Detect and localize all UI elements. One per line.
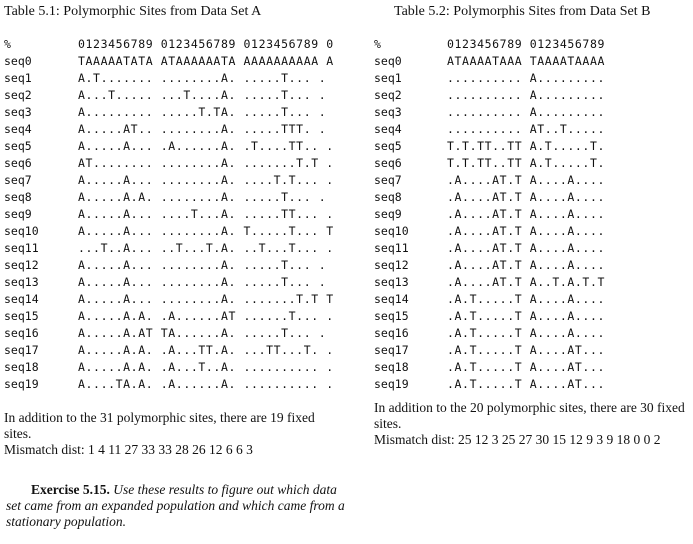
sequence-value: A.....A.AT TA......A. .....T... . xyxy=(78,326,327,340)
sequence-value: .......... AT..T..... xyxy=(447,122,605,136)
sequence-label: seq18 xyxy=(374,360,409,374)
sequence-value: .A.T.....T A....AT... xyxy=(447,360,605,374)
sequence-label: seq1 xyxy=(374,71,402,85)
sequence-row xyxy=(4,342,334,359)
sequence-label: seq8 xyxy=(374,190,402,204)
sequence-row xyxy=(374,36,605,53)
sequence-row xyxy=(374,240,605,257)
sequence-label: seq14 xyxy=(4,292,39,306)
sequence-value: .A....AT.T A....A.... xyxy=(447,241,605,255)
sequence-row xyxy=(4,206,334,223)
sequence-row xyxy=(374,257,605,274)
sequence-row xyxy=(374,104,605,121)
sequence-value: .A....AT.T A..T.A.T.T xyxy=(447,275,605,289)
sequence-row xyxy=(374,155,605,172)
sequence-value: .......... A......... xyxy=(447,88,605,102)
table-b-caption: Table 5.2: Polymorphis Sites from Data Set B xyxy=(394,4,651,19)
sequence-row xyxy=(4,155,334,172)
table-a-caption: Table 5.1: Polymorphic Sites from Data Set A xyxy=(4,4,262,19)
sequence-row xyxy=(4,223,334,240)
sequence-label: seq13 xyxy=(374,275,409,289)
sequence-row xyxy=(4,53,334,70)
sequence-label: seq0 xyxy=(4,54,32,68)
sequence-label: seq12 xyxy=(374,258,409,272)
sequence-row xyxy=(374,325,605,342)
sequence-value: .A.T.....T A....A.... xyxy=(447,309,605,323)
sequence-row xyxy=(374,274,605,291)
sequence-row xyxy=(4,291,334,308)
sequence-row xyxy=(374,376,605,393)
table-b-mismatch-dist: Mismatch dist: 25 12 3 25 27 30 15 12 9 3 9 18 0 0 2 xyxy=(374,432,661,447)
sequence-value: A.....A... ....T...A. .....TT... . xyxy=(78,207,334,221)
sequence-value: A.....A... ........A. ....T.T... . xyxy=(78,173,334,187)
sequence-label: seq7 xyxy=(374,173,402,187)
sequence-value: A...T..... ...T....A. .....T... . xyxy=(78,88,327,102)
sequence-label: seq3 xyxy=(374,105,402,119)
sequence-row xyxy=(374,172,605,189)
sequence-label: seq15 xyxy=(4,309,39,323)
sequence-value: 0123456789 0123456789 0123456789 0 xyxy=(78,37,334,51)
table-a-mismatch-dist: Mismatch dist: 1 4 11 27 33 33 28 26 12 6 6 3 xyxy=(4,442,253,457)
sequence-value: A.....A... ........A. .......T.T T xyxy=(78,292,334,306)
sequence-label: seq16 xyxy=(374,326,409,340)
sequence-label: seq6 xyxy=(4,156,32,170)
sequence-label: seq9 xyxy=(374,207,402,221)
sequence-row xyxy=(374,308,605,325)
sequence-value: A.....A... ........A. .....T... . xyxy=(78,258,327,272)
exercise-block xyxy=(6,482,351,530)
sequence-label: seq16 xyxy=(4,326,39,340)
sequence-row xyxy=(4,172,334,189)
sequence-row xyxy=(4,87,334,104)
sequence-row xyxy=(4,189,334,206)
sequence-label: seq4 xyxy=(374,122,402,136)
sequence-value: T.T.TT..TT A.T.....T. xyxy=(447,139,605,153)
sequence-value: A.....A... .A......A. .T....TT.. . xyxy=(78,139,334,153)
sequence-value: A.....AT.. ........A. .....TTT. . xyxy=(78,122,327,136)
sequence-label: seq19 xyxy=(374,377,409,391)
sequence-label: seq13 xyxy=(4,275,39,289)
sequence-label: seq3 xyxy=(4,105,32,119)
sequence-label: % xyxy=(374,37,381,51)
sequence-value: T.T.TT..TT A.T.....T. xyxy=(447,156,605,170)
sequence-value: .A....AT.T A....A.... xyxy=(447,207,605,221)
sequence-label: seq17 xyxy=(374,343,409,357)
sequence-row xyxy=(374,342,605,359)
sequence-value: A....TA.A. .A......A. .......... . xyxy=(78,377,334,391)
sequence-label: seq5 xyxy=(4,139,32,153)
sequence-label: seq19 xyxy=(4,377,39,391)
table-a-sequences xyxy=(4,36,334,393)
table-a-notes xyxy=(4,410,344,458)
sequence-value: A......... .....T.TA. .....T... . xyxy=(78,105,327,119)
sequence-label: seq5 xyxy=(374,139,402,153)
sequence-label: seq10 xyxy=(374,224,409,238)
sequence-value: .A.T.....T A....AT... xyxy=(447,377,605,391)
sequence-label: seq6 xyxy=(374,156,402,170)
sequence-value: .A....AT.T A....A.... xyxy=(447,173,605,187)
sequence-value: .A....AT.T A....A.... xyxy=(447,258,605,272)
sequence-label: % xyxy=(4,37,11,51)
sequence-value: .A.T.....T A....AT... xyxy=(447,343,605,357)
sequence-label: seq10 xyxy=(4,224,39,238)
sequence-row xyxy=(4,138,334,155)
sequence-value: A.....A... ........A. T.....T... T xyxy=(78,224,334,238)
sequence-row xyxy=(4,240,334,257)
sequence-value: TAAAAATATA ATAAAAAATA AAAAAAAAAA A xyxy=(78,54,334,68)
sequence-value: A.....A... ........A. .....T... . xyxy=(78,275,327,289)
sequence-row xyxy=(374,206,605,223)
sequence-row xyxy=(374,70,605,87)
sequence-row xyxy=(374,87,605,104)
sequence-row xyxy=(4,36,334,53)
sequence-row xyxy=(4,70,334,87)
sequence-row xyxy=(4,257,334,274)
sequence-label: seq1 xyxy=(4,71,32,85)
sequence-label: seq7 xyxy=(4,173,32,187)
sequence-row xyxy=(4,274,334,291)
sequence-value: A.....A.A. .A......AT ......T... . xyxy=(78,309,334,323)
sequence-label: seq17 xyxy=(4,343,39,357)
sequence-label: seq2 xyxy=(4,88,32,102)
sequence-value: .A....AT.T A....A.... xyxy=(447,190,605,204)
sequence-value: A.T....... ........A. .....T... . xyxy=(78,71,327,85)
sequence-row xyxy=(374,223,605,240)
sequence-value: .A.T.....T A....A.... xyxy=(447,326,605,340)
sequence-label: seq18 xyxy=(4,360,39,374)
sequence-row xyxy=(4,376,334,393)
sequence-label: seq11 xyxy=(4,241,39,255)
table-b-sequences xyxy=(374,36,605,393)
sequence-label: seq0 xyxy=(374,54,402,68)
sequence-label: seq12 xyxy=(4,258,39,272)
sequence-label: seq8 xyxy=(4,190,32,204)
exercise-label: Exercise 5.15. xyxy=(31,482,110,497)
sequence-label: seq14 xyxy=(374,292,409,306)
sequence-row xyxy=(4,359,334,376)
sequence-label: seq11 xyxy=(374,241,409,255)
sequence-value: A.....A.A. .A...T..A. .......... . xyxy=(78,360,334,374)
exercise-text: Use these results to figure out which data set came from an expanded population and which came from a stationary population. xyxy=(6,482,345,529)
sequence-row xyxy=(4,104,334,121)
sequence-value: .......... A......... xyxy=(447,71,605,85)
sequence-value: AT........ ........A. .......T.T . xyxy=(78,156,334,170)
table-a-fixed-sites-note: In addition to the 31 polymorphic sites, there are 19 fixed sites. xyxy=(4,410,315,441)
sequence-row xyxy=(374,53,605,70)
sequence-label: seq9 xyxy=(4,207,32,221)
sequence-value: A.....A.A. .A...TT.A. ...TT...T. . xyxy=(78,343,334,357)
sequence-label: seq4 xyxy=(4,122,32,136)
sequence-value: .A....AT.T A....A.... xyxy=(447,224,605,238)
sequence-row xyxy=(374,189,605,206)
table-b-notes xyxy=(374,400,688,448)
sequence-label: seq2 xyxy=(374,88,402,102)
sequence-value: .......... A......... xyxy=(447,105,605,119)
sequence-row xyxy=(4,121,334,138)
table-b-fixed-sites-note: In addition to the 20 polymorphic sites, there are 30 fixed sites. xyxy=(374,400,685,431)
sequence-value: A.....A.A. ........A. .....T... . xyxy=(78,190,327,204)
sequence-value: ATAAAATAAA TAAAATAAAA xyxy=(447,54,605,68)
sequence-label: seq15 xyxy=(374,309,409,323)
sequence-row xyxy=(374,121,605,138)
sequence-value: 0123456789 0123456789 xyxy=(447,37,605,51)
sequence-row xyxy=(4,308,334,325)
sequence-row xyxy=(374,359,605,376)
sequence-row xyxy=(4,325,334,342)
sequence-row xyxy=(374,138,605,155)
sequence-value: ...T..A... ..T...T.A. ..T...T... . xyxy=(78,241,334,255)
sequence-row xyxy=(374,291,605,308)
sequence-value: .A.T.....T A....A.... xyxy=(447,292,605,306)
